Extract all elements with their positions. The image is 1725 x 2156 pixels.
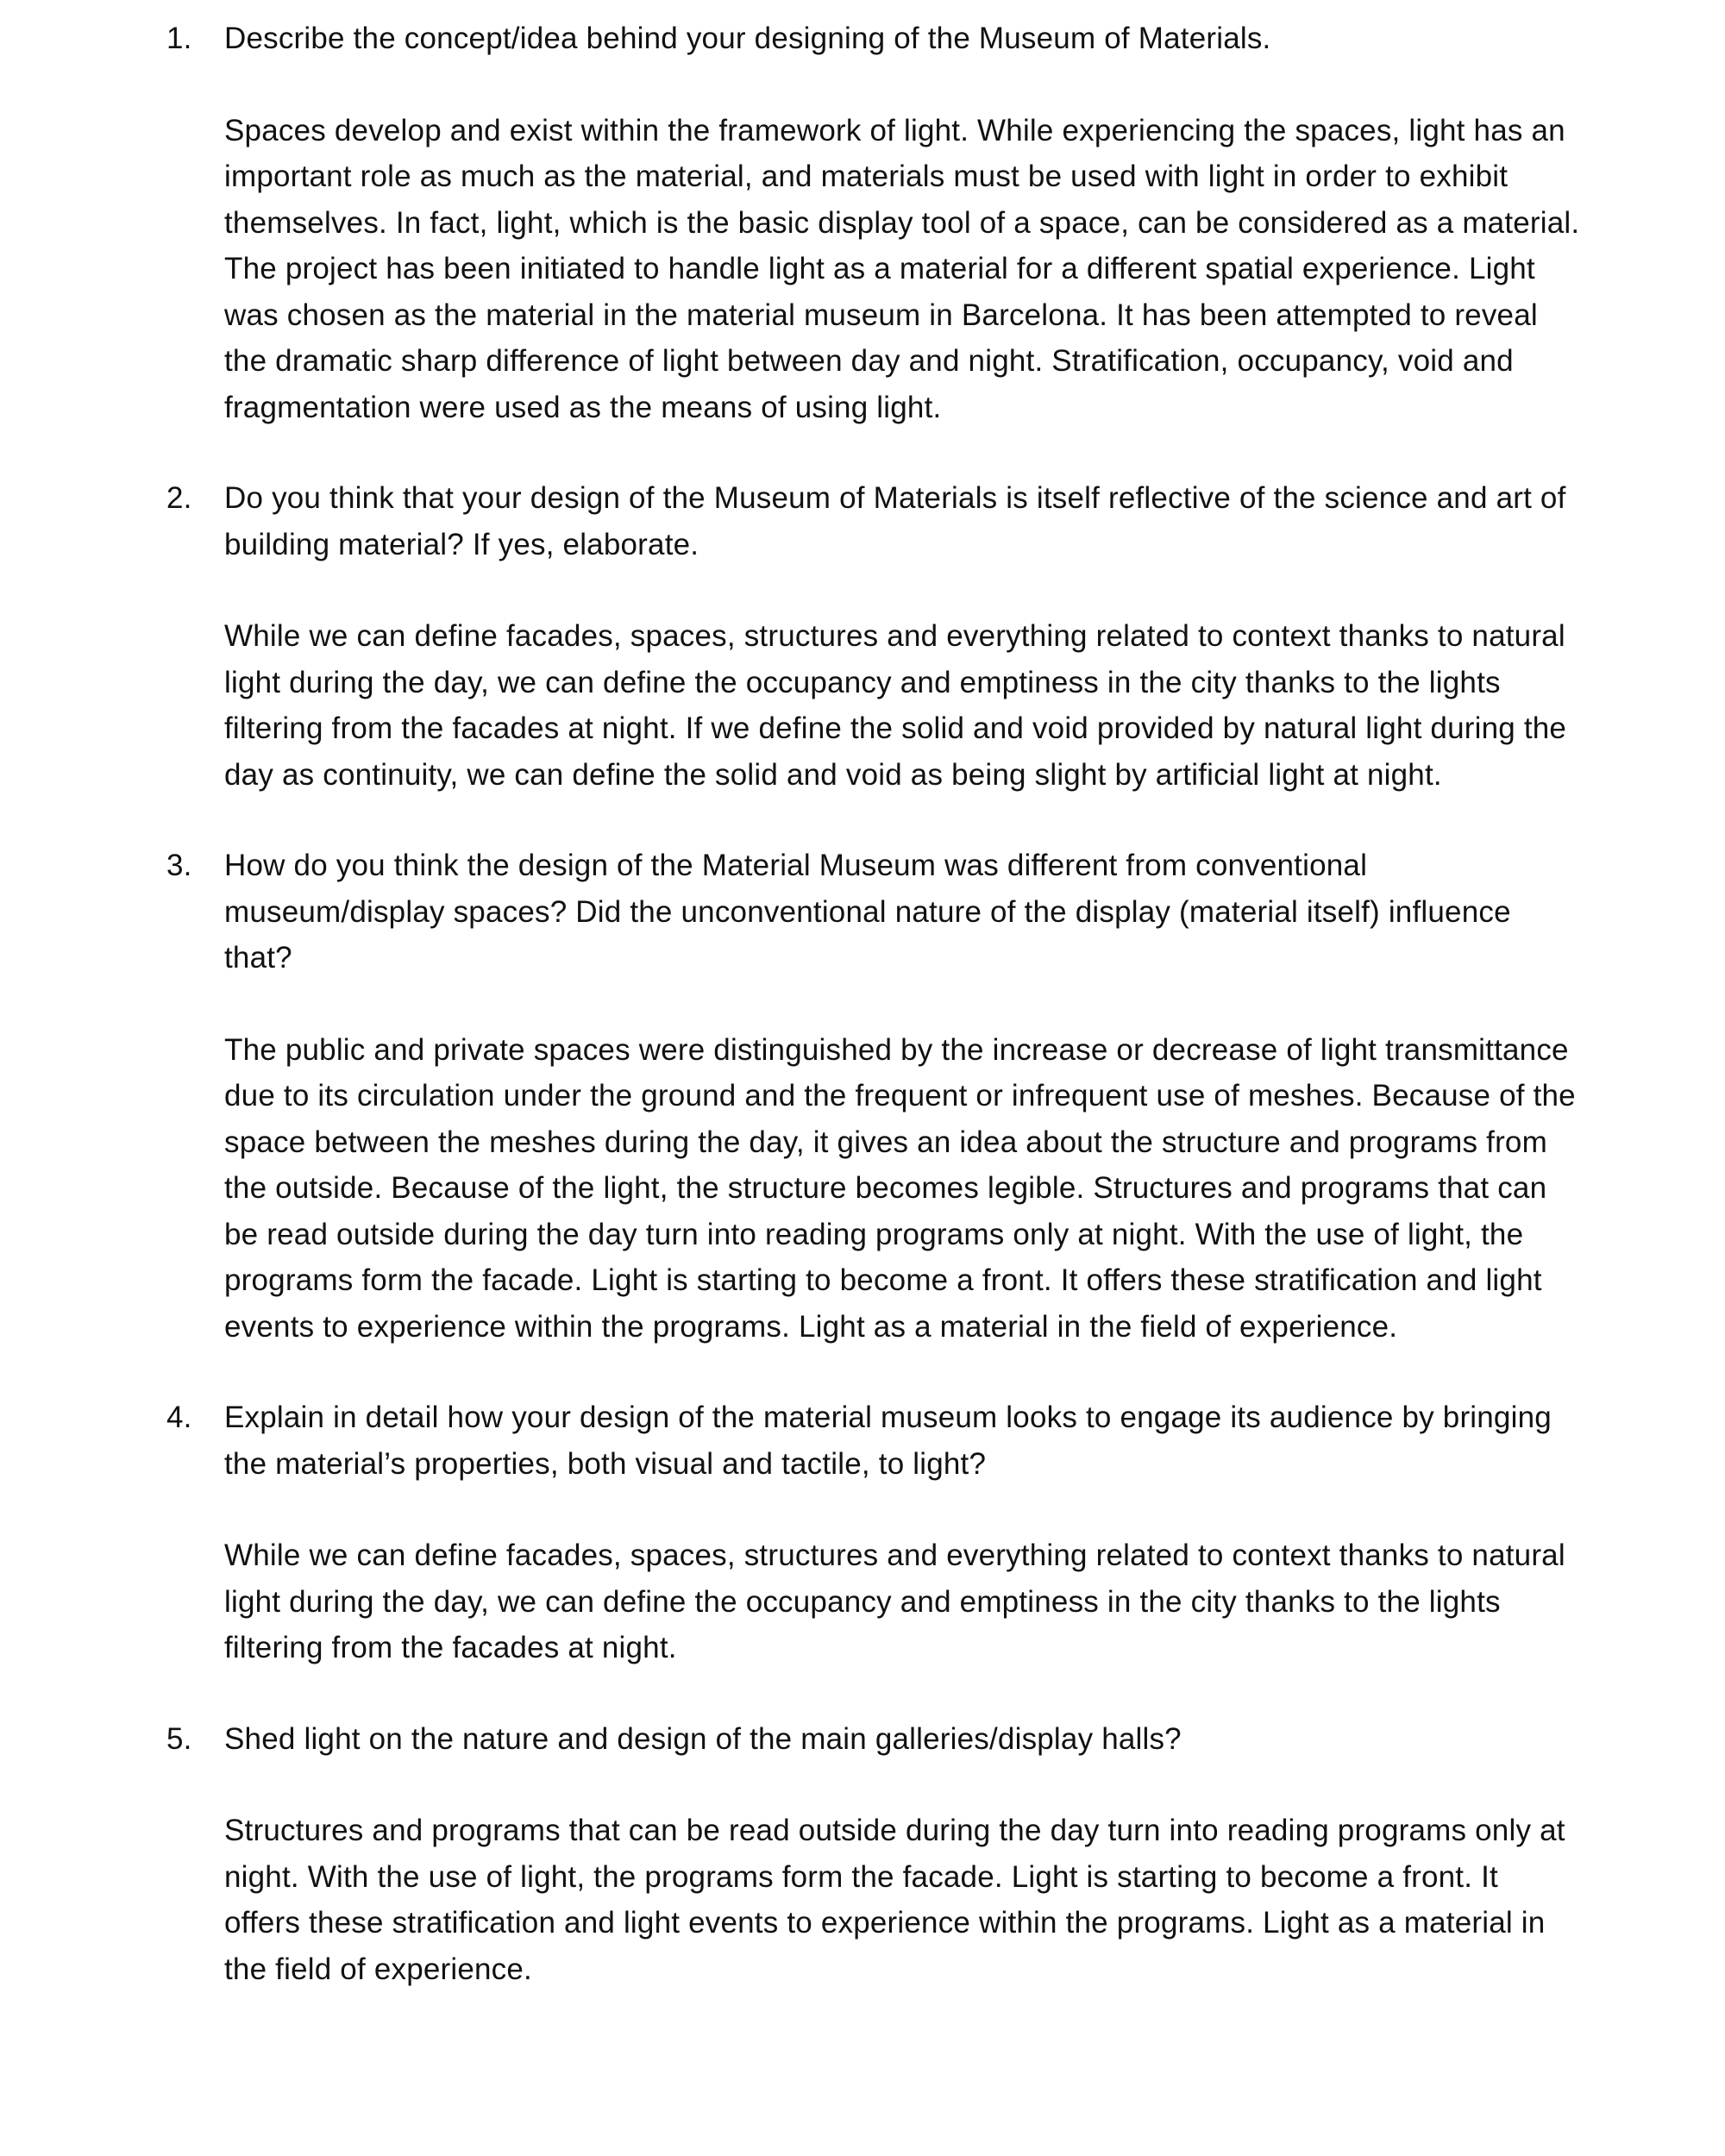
answer-text: Spaces develop and exist within the framework of light. While experiencing the spaces, light has an important role as much as the material, and materials must be used with light in order to exhibit themselves. In fact, light, which is the basic display tool of a space, can be considered as a material. The project has been initiated to handle light as a material for a different spatial experience. Light was chosen as the material in the material museum in Barcelona. It has been attempted to reveal the dramatic sharp difference of light between day and night. Stratification, occupancy, void and fragmentation were used as the means of using light. xyxy=(224,113,1580,424)
qa-item-3 xyxy=(166,843,1581,1350)
answer-text: While we can define facades, spaces, structures and everything related to context thanks to natural light during the day, we can define the occupancy and emptiness in the city thanks to the lights filtering from the facades at night. If we define the solid and void provided by natural light during the day as continuity, we can define the solid and void as being slight by artificial light at night. xyxy=(224,619,1567,792)
question-text: Describe the concept/idea behind your designing of the Museum of Materials. xyxy=(224,22,1271,55)
answer-text: The public and private spaces were distinguished by the increase or decrease of light transmittance due to its circulation under the ground and the frequent or infrequent use of meshes. Because of the space between the meshes during the day, it gives an idea about the structure and programs from the outside. Because of the light, the structure becomes legible. Structures and programs that can be read outside during the day turn into reading programs only at night. With the use of light, the programs form the facade. Light is starting to become a front. It offers these stratification and light events to experience within the programs. Light as a material in the field of experience. xyxy=(224,1032,1576,1344)
question-answer-list xyxy=(166,16,1581,2037)
item-number: 2. xyxy=(166,481,192,515)
item-number: 1. xyxy=(166,22,192,55)
qa-item-5 xyxy=(166,1716,1581,1993)
answer-text: Structures and programs that can be read outside during the day turn into reading programs only at night. With the use of light, the programs form the facade. Light is starting to become a front. It offers these stratification and light events to experience within the programs. Light as a material in the field of experience. xyxy=(224,1814,1565,1986)
item-number: 3. xyxy=(166,849,192,882)
item-number: 5. xyxy=(166,1721,192,1756)
qa-item-4 xyxy=(166,1395,1581,1671)
question-text: How do you think the design of the Material Museum was different from conventional museum/display spaces? Did the unconventional nature of the display (material itself) influence that? xyxy=(224,849,1511,975)
answer-text: While we can define facades, spaces, structures and everything related to context thanks to natural light during the day, we can define the occupancy and emptiness in the city thanks to the lights filtering from the facades at night. xyxy=(224,1539,1565,1664)
qa-item-1 xyxy=(166,16,1581,430)
qa-item-2 xyxy=(166,475,1581,798)
question-text: Explain in detail how your design of the material museum looks to engage its audience by bringing the material’s properties, both visual and tactile, to light? xyxy=(224,1401,1552,1481)
question-text: Shed light on the nature and design of the main galleries/display halls? xyxy=(224,1721,1182,1756)
question-text: Do you think that your design of the Museum of Materials is itself reflective of the science and art of building material? If yes, elaborate. xyxy=(224,481,1566,561)
item-number: 4. xyxy=(166,1401,192,1434)
